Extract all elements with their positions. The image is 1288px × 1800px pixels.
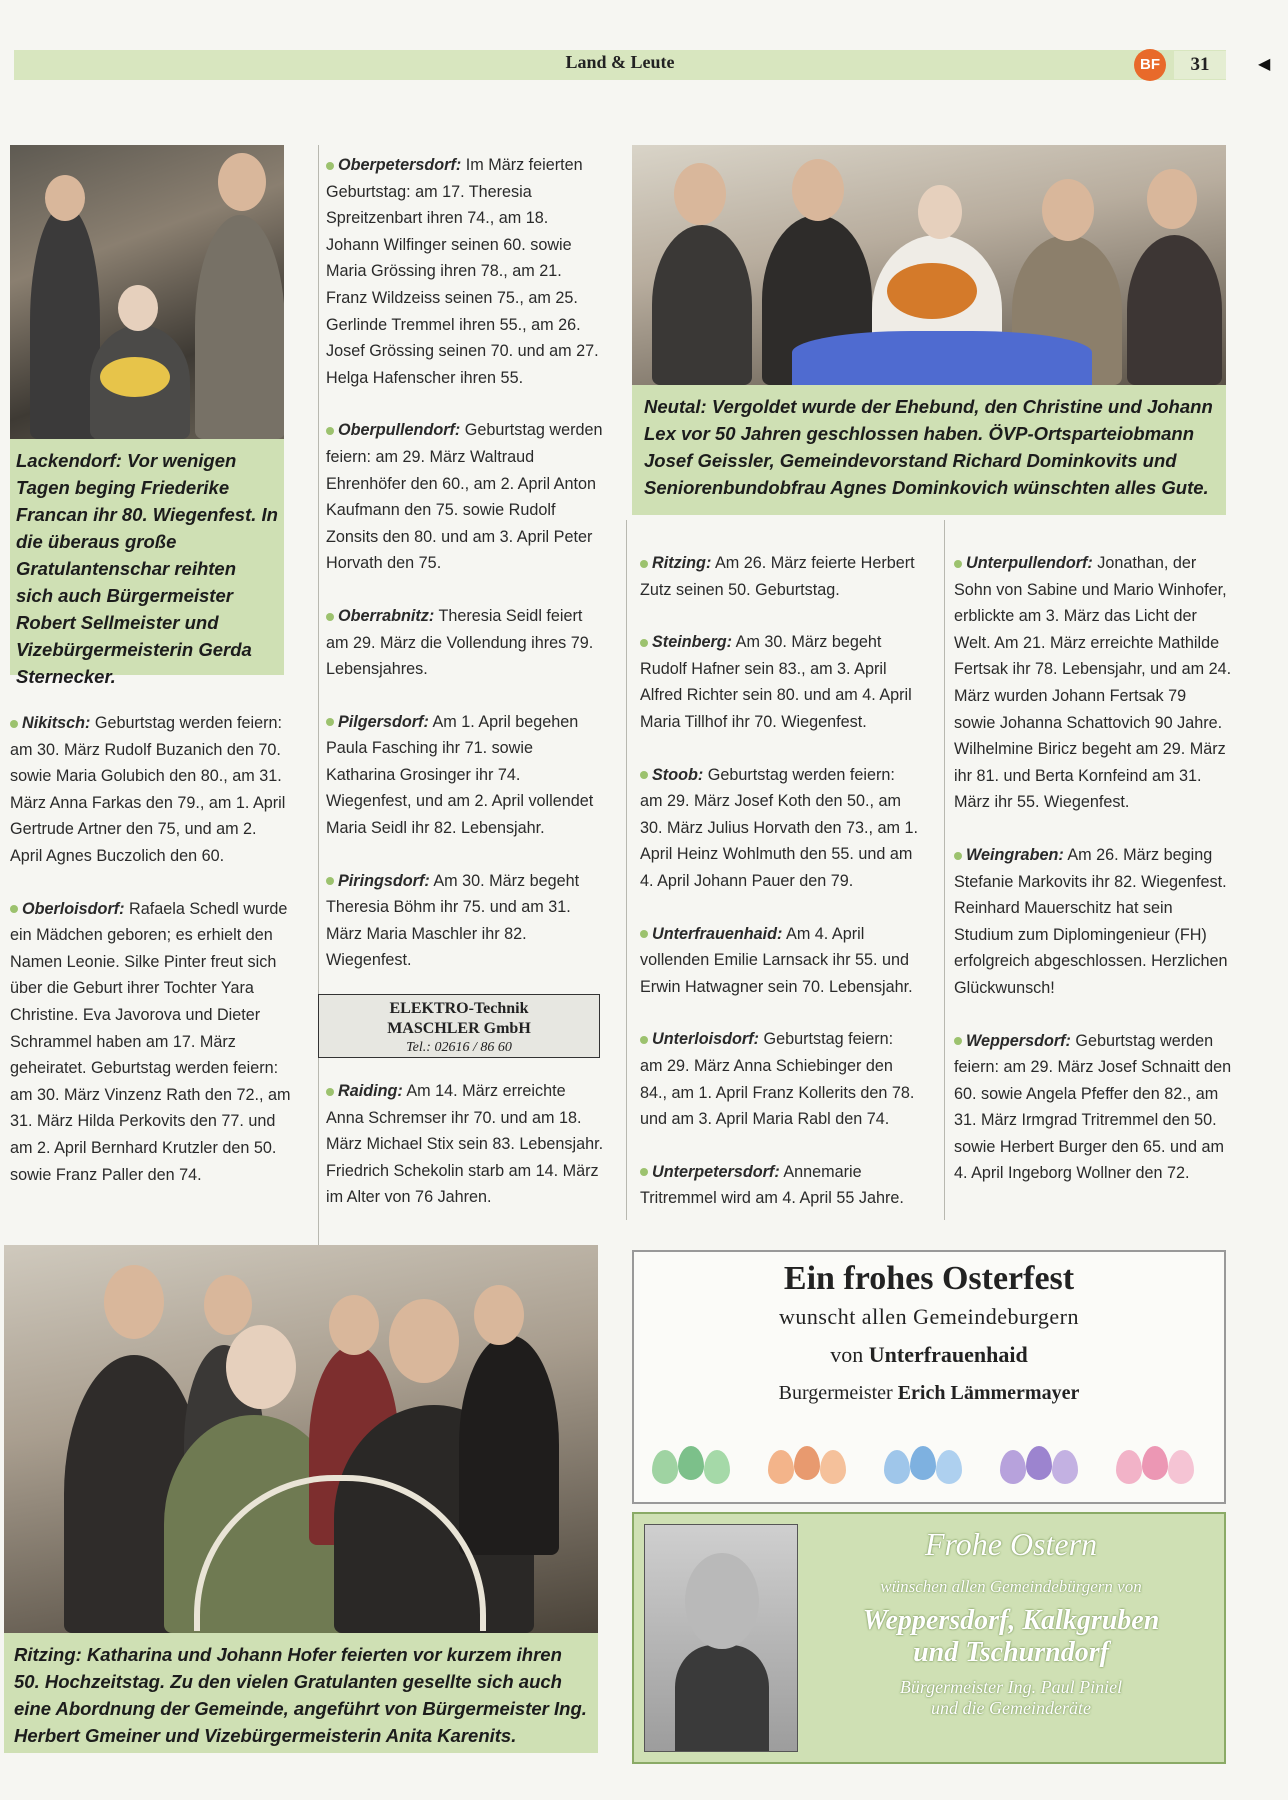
easter-ad-title: Ein frohes Osterfest [783, 1260, 1075, 1297]
bullet-icon [640, 1036, 648, 1044]
elektro-ad-line2: MASCHLER GmbH [387, 1020, 531, 1037]
easter-greeting-ad [632, 1250, 1226, 1504]
egg-icon [1116, 1450, 1142, 1484]
column-divider [626, 520, 627, 1220]
bullet-icon [326, 718, 334, 726]
article-oberloisdorf: Oberloisdorf: Rafaela Schedl wurde ein Mädchen geboren; es erhielt den Namen Leonie. Silke Pinter freut sich über die Geburt ihrer Tochter Yara Christine. Eva Javorova und Dieter Schrammel haben am 17. März geheiratet. Geburtstag werden feiern: am 30. März Vinzenz Rath den 72., am 31. März Hilda Perkovits den 77. und am 2. April Bernhard Krutzler den 50. sowie Franz Paller den 74. [10, 899, 291, 1184]
article-steinberg: Steinberg: Am 30. März begeht Rudolf Hafner sein 83., am 3. April Alfred Richter sein 80. und am 4. April Maria Tillhof ihr 70. Wiegenfest. [640, 633, 912, 731]
elektro-ad-line1: ELEKTRO-Technik [389, 1000, 529, 1017]
bullet-icon [640, 930, 648, 938]
article-unterpetersdorf: Unterpetersdorf: Annemarie Tritremmel wird am 4. April 55 Jahre. [640, 1162, 904, 1208]
article-oberrabnitz: Oberrabnitz: Theresia Seidl feiert am 29. März die Vollendung ihres 79. Lebensjahres. [326, 606, 594, 679]
mayor-portrait [644, 1524, 798, 1752]
bullet-icon [954, 852, 962, 860]
article-unterpullendorf: Unterpullendorf: Jonathan, der Sohn von Sabine und Mario Winhofer, erblickte am 3. März das Licht der Welt. Am 21. März erreichte Mathilde Fertsak ihr 78. Lebensjahr, und am 24. März wurden Johann Fertsak 79 sowie Johanna Schattovich 90 Jahre. Wilhelmine Biricz begeht am 29. März ihr 81. und Berta Kornfeind am 31. März ihr 55. Wiegenfest. [954, 554, 1232, 812]
bullet-icon [326, 877, 334, 885]
frohe-ad-line6: und die Gemeinderäte [931, 1698, 1091, 1718]
photo-lackendorf [10, 145, 284, 439]
column-divider [318, 145, 319, 1245]
article-weingraben: Weingraben: Am 26. März beging Stefanie Markovits ihr 82. Wiegenfest. Reinhard Mauerschitz hat sein Studium zum Diplomingenieur (FH) erfolgreich abgeschlossen. Herzlichen Glückwunsch! [954, 845, 1228, 997]
photo-neutal [632, 145, 1226, 385]
article-piringsdorf: Piringsdorf: Am 30. März begeht Theresia Böhm ihr 75. und am 31. März Maria Maschler ihr 82. Wiegenfest. [326, 871, 580, 970]
frohe-ad-title: Frohe Ostern [924, 1526, 1098, 1562]
caption-neutal-box [632, 385, 1226, 515]
bullet-icon [326, 427, 334, 435]
frohe-ad-line5: Bürgermeister Ing. Paul Piniel [899, 1677, 1123, 1697]
bullet-icon [640, 560, 648, 568]
bullet-icon [954, 560, 962, 568]
bullet-icon [326, 162, 334, 170]
bf-logo: BF [1134, 49, 1166, 81]
bullet-icon [640, 639, 648, 647]
easter-ad-line2: wunscht allen Gemeindeburgern [778, 1304, 1079, 1329]
article-pilgersdorf: Pilgersdorf: Am 1. April begehen Paula Fasching ihr 71. sowie Katharina Grosinger ihr 74. Wiegenfest, und am 2. April vollendet Maria Seidl ihr 82. Lebensjahr. [326, 712, 594, 838]
article-ritzing: Ritzing: Am 26. März feierte Herbert Zutz seinen 50. Geburtstag. [640, 554, 915, 599]
page-header [14, 50, 1226, 80]
article-nikitsch: Nikitsch: Geburtstag werden feiern: am 30. März Rudolf Buzanich den 70. sowie Maria Golubich den 80., am 31. März Anna Farkas den 79., am 1. April Gertrude Artner den 75, und am 2. April Agnes Buczolich den 60. [10, 714, 286, 865]
caption-ritzing-box [4, 1633, 598, 1753]
article-stoob: Stoob: Geburtstag werden feiern: am 29. März Josef Koth den 50., am 30. März Julius Horvath den 73., am 1. April Heinz Wohlmuth den 55. und am 4. April Johann Pauer den 79. [640, 765, 919, 890]
caption-neutal: Neutal: Vergoldet wurde der Ehebund, den Christine und Johann Lex vor 50 Jahren geschlossen haben. ÖVP-Ortsparteiobmann Josef Geissler, Gemeindevorstand Richard Dominkovits und Seniorenbundobfrau Agnes Dominkovich wünschten alles Gute. [644, 396, 1213, 498]
egg-icon [1168, 1450, 1194, 1484]
column-1 [10, 710, 292, 1214]
easter-eggs-decoration [644, 1442, 1214, 1492]
bullet-icon [326, 613, 334, 621]
frohe-ad-text [806, 1526, 1216, 1719]
article-unterloisdorf: Unterloisdorf: Geburtstag feiern: am 29. März Anna Schiebinger den 84., am 1. April Franz Kollerits den 78. und am 3. April Maria Rabl den 74. [640, 1030, 915, 1129]
frohe-ad-line4: und Tschurndorf [913, 1637, 1109, 1668]
frohe-ad-line2: wünschen allen Gemeindebürgern von [880, 1577, 1142, 1596]
egg-icon [768, 1450, 794, 1484]
elektro-maschler-ad [318, 994, 600, 1058]
article-oberpetersdorf: Oberpetersdorf: Im März feierten Geburtstag: am 17. Theresia Spreitzenbart ihren 74., am 18. Johann Wilfinger seinen 60. sowie Maria Grössing ihren 78., am 21. Franz Wildzeiss seinen 75., am 25. Gerlinde Tremmel ihren 55., am 26. Josef Grössing seinen 70. und am 27. Helga Hafenscher ihren 55. [326, 156, 599, 387]
bullet-icon [326, 1088, 334, 1096]
article-oberpullendorf: Oberpullendorf: Geburtstag werden feiern: am 29. März Waltraud Ehrenhöfer den 60., am 2. April Anton Kaufmann den 75. sowie Rudolf Zonsits den 80. und am 3. April Peter Horvath den 75. [326, 421, 603, 573]
egg-icon [820, 1450, 846, 1484]
egg-icon [910, 1446, 936, 1480]
article-weppersdorf: Weppersdorf: Geburtstag werden feiern: am 29. März Josef Schnaitt den 60. sowie Angela Pfeffer den 82., am 31. März Irmgrad Tritremmel den 50. sowie Herbert Burger den 65. und am 4. April Ingeborg Wollner den 72. [954, 1031, 1232, 1183]
photo-ritzing [4, 1245, 598, 1633]
article-raiding: Raiding: Am 14. März erreichte Anna Schremser ihr 70. und am 18. März Michael Stix sein 83. Lebensjahr. Friedrich Schekolin starb am 14. März im Alter von 76 Jahren. [326, 1082, 604, 1207]
frohe-ad-line3: Weppersdorf, Kalkgruben [862, 1605, 1160, 1636]
egg-icon [884, 1450, 910, 1484]
bullet-icon [10, 720, 18, 728]
column-2-lower [326, 1078, 604, 1237]
page-number: 31 [1174, 51, 1226, 79]
column-4 [954, 550, 1232, 1213]
column-2 [326, 152, 604, 1000]
page-corner-arrow-icon: ◀ [1258, 56, 1271, 73]
caption-lackendorf: Lackendorf: Vor wenigen Tagen beging Friederike Francan ihr 80. Wiegenfest. In die überaus große Gratulantenschar reihten sich auch Bürgermeister Robert Sellmeister und Vizebürgermeisterin Gerda Sternecker. [16, 450, 278, 687]
easter-ad-line3: von Unterfrauenhaid [830, 1342, 1028, 1367]
caption-lackendorf-box [10, 439, 284, 687]
column-divider [944, 520, 945, 1220]
egg-icon [1000, 1450, 1026, 1484]
caption-ritzing: Ritzing: Katharina und Johann Hofer feierten vor kurzem ihren 50. Hochzeitstag. Zu den vielen Gratulanten gesellte sich auch eine Abordnung der Gemeinde, angeführt von Bürgermeister Ing. Herbert Gmeiner und Vizebürgermeisterin Anita Karenits. [14, 1644, 587, 1746]
column-3 [640, 550, 920, 1238]
egg-icon [1142, 1446, 1168, 1480]
egg-icon [678, 1446, 704, 1480]
egg-icon [704, 1450, 730, 1484]
bullet-icon [640, 771, 648, 779]
elektro-ad-phone: Tel.: 02616 / 86 60 [406, 1040, 512, 1055]
bullet-icon [10, 905, 18, 913]
egg-icon [794, 1446, 820, 1480]
egg-icon [1026, 1446, 1052, 1480]
egg-icon [1052, 1450, 1078, 1484]
egg-icon [936, 1450, 962, 1484]
section-title: Land & Leute [565, 52, 675, 72]
article-unterfrauenhaid: Unterfrauenhaid: Am 4. April vollenden Emilie Larnsack ihr 55. und Erwin Hatwagner sein 70. Lebensjahr. [640, 924, 913, 996]
frohe-ostern-ad [632, 1512, 1226, 1764]
bullet-icon [640, 1168, 648, 1176]
easter-ad-line4: Burgermeister Erich Lämmermayer [778, 1382, 1080, 1404]
egg-icon [652, 1450, 678, 1484]
bullet-icon [954, 1037, 962, 1045]
